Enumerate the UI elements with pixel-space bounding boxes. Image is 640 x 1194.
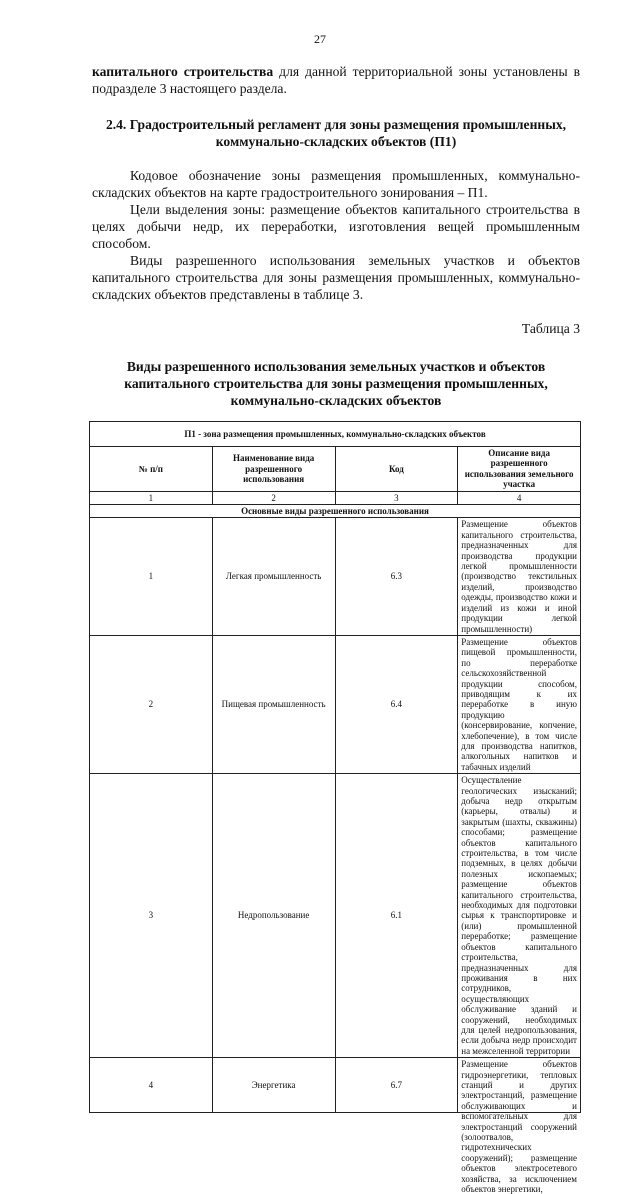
row-description: Осуществление геологических изысканий; добыча недр открытым (карьеры, отвалы) и закрытым (шахты, скважины) способами; размещение объектов капитального строительства, в том числе подземных, в целях добычи полезных ископаемых; размещение объектов капитального строительства, необходимых для подготовки сырья к транспортировке и (или) промышленной переработке; размещение объектов капитального строительства, предназначенных для проживания в них сотрудников, осуществляющих обслуживание зданий и сооружений, необходимых для целей недропользования, если добыча недр происходит на межселенной территории [458,774,581,1058]
header-no: № п/п [90,447,213,492]
col-number-4: 4 [458,491,581,504]
table-row [90,518,581,635]
table-row [90,1058,581,1113]
row-name: Пищевая промышленность [212,635,335,773]
section-row-label: Основные виды разрешенного использования [90,505,581,518]
intro-paragraph [92,63,580,97]
header-name: Наименование вида разрешенного использования [212,447,335,492]
intro-bold-text: капитального строительства [92,64,274,79]
intro-rest-text: для данной территориальной зоны установлены в подразделе 3 настоящего раздела. [92,64,580,96]
col-number-1: 1 [90,491,213,504]
table-row [90,635,581,773]
row-name: Недропользование [212,774,335,1058]
paragraph-permitted-uses: Виды разрешенного использования земельных участков и объектов капитального строительства для зоны размещения промышленных, коммунально-складских объектов представлены в таблице 3. [92,253,580,302]
row-description: Размещение объектов пищевой промышленности, по переработке сельскохозяйственной продукции способом, приводящим к их переработке в иную продукцию (консервирование, копчение, хлебопечение), в том числе для производства напитков, алкогольных напитков и табачных изделий [458,635,581,773]
row-no: 1 [90,518,213,635]
section-row [90,505,581,518]
row-no: 3 [90,774,213,1058]
row-description-cell [458,1058,581,1194]
col-number-3: 3 [335,491,458,504]
row-code: 6.1 [335,774,458,1058]
table-header-row [90,447,581,492]
row-name: Легкая промышленность [212,518,335,635]
row-code: 6.4 [335,635,458,773]
page-number: 27 [314,32,326,46]
section-heading: 2.4. Градостроительный регламент для зоны размещения промышленных, коммунально-складских объектов (П1) [105,117,567,149]
header-code: Код [335,447,458,492]
row-no: 4 [90,1058,213,1113]
table-label: Таблица 3 [521,321,580,336]
column-number-row [90,491,581,504]
table-title-row [90,422,581,447]
header-description: Описание вида разрешенного использования земельного участка [458,447,581,492]
paragraph-zone-code: Кодовое обозначение зоны размещения промышленных, коммунально-складских объектов на карте градостроительного зонирования – П1. [92,168,580,200]
row-description: Размещение объектов капитального строительства, предназначенных для производства продукции легкой промышленности (производство текстильных изделий, производство одежды, производство кожи и изделий из кожи и иной продукции легкой промышленности) [458,518,581,635]
table-heading: Виды разрешенного использования земельных участков и объектов капитального строительства для зоны размещения промышленных, коммунально-складских объектов [124,359,548,408]
table-title: П1 - зона размещения промышленных, коммунально-складских объектов [90,422,581,447]
row-no: 2 [90,635,213,773]
permitted-use-table [89,421,581,1194]
row-code: 6.3 [335,518,458,635]
table-row [90,774,581,1058]
row-name: Энергетика [212,1058,335,1113]
col-number-2: 2 [212,491,335,504]
paragraph-zone-goals: Цели выделения зоны: размещение объектов капитального строительства в целях добычи недр, их переработки, изготовления вещей промышленным способом. [92,202,580,251]
row-description: Размещение объектов гидроэнергетики, тепловых станций и других электростанций, размещение обслуживающих и вспомогательных для электростанций сооружений (золоотвалов, гидротехнических сооружений); размещение объектов электросетевого хозяйства, за исключением объектов энергетики, [461,1059,577,1194]
body-paragraphs [92,167,580,303]
row-code: 6.7 [335,1058,458,1113]
